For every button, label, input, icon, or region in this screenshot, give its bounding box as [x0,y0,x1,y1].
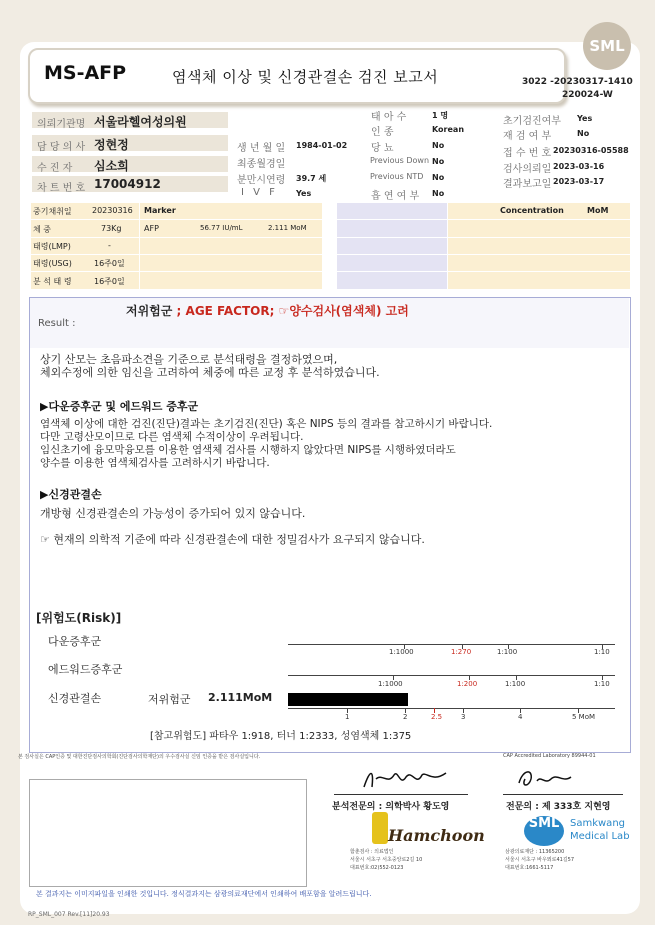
diabetes-label: 당 뇨 [371,143,394,154]
marker-name: AFP [144,224,159,233]
analyst-name: 분석전문의 : 의학박사 황도영 [332,802,450,812]
ga-analysis-label: 분 석 태 령 [33,277,72,286]
samkwang-logo-2: Medical Lab [570,831,630,842]
ivf-label: I V F [241,187,278,198]
risk-ntd-axis [288,708,615,709]
result-date-value: 2023-03-17 [553,177,605,186]
prev-down-value: No [432,157,445,166]
report-number-suffix: 220024-W [562,90,613,100]
dob-label: 생 년 월 일 [237,143,286,154]
cap-number: CAP Accredited Laboratory 89944-01 [503,753,596,759]
prev-ntd-value: No [432,173,445,182]
samkwang-logo-1: Samkwang [570,818,625,829]
result-text [126,302,409,319]
report-code: MS-AFP [44,62,127,84]
hamchoon-logo-mark [372,812,388,844]
paragraph-ntd-note: ☞ 현재의 의학적 기준에 따라 신경관결손에 대한 정밀검사가 요구되지 않습니다. [40,533,425,546]
collect-date-label: 중기채취일 [33,207,72,216]
fetus-label: 태 아 수 [371,112,407,123]
request-date-label: 검사의뢰일 [503,164,552,175]
risk-down-axis [288,644,615,645]
hamchoon-logo: Hamchoon [388,826,485,845]
hospital-name: 서울라헬여성의원 [94,115,187,129]
ntd-tick-5: 4 [518,713,523,721]
examinee-name: 심소희 [94,159,129,173]
report-title: 염색체 이상 및 신경관결손 검진 보고서 [172,68,439,86]
race-label: 인 종 [371,127,394,138]
result-risk: 저위험군 [126,304,173,318]
ga-usg-value: 16주0일 [94,259,125,268]
samkwang-logo-mark: SML [524,816,564,846]
down-tick-1: 1:1000 [389,648,414,656]
samkwang-address: 삼광의료재단 : 11365200 서울시 서초구 바우뫼로41길57 대표번호:1661-5117 [505,849,575,871]
weight-value: 73Kg [101,224,122,233]
doctor-name: 정현정 [94,138,129,152]
ntd-tick-3: 2.5 [431,713,443,721]
diabetes-value: No [432,141,445,150]
ntd-tick-6: 5 MoM [572,713,596,721]
age-value: 39.7 세 [296,174,327,183]
first-screen-value: Yes [577,114,593,123]
request-date-value: 2023-03-16 [553,162,605,171]
heading-down-edwards: ▶다운증후군 및 에드워드 증후군 [40,400,199,413]
examinee-label: 수 진 자 [37,163,73,174]
prev-ntd-label: Previous NTD [370,172,424,181]
edwards-tick-2: 1:200 [457,680,478,688]
down-tick-2: 1:270 [451,648,472,656]
report-number: 3022 -20230317-1410 [522,77,633,87]
risk-title: [위험도(Risk)] [36,611,122,625]
race-value: Korean [432,125,465,134]
result-date-label: 결과보고일 [503,179,552,190]
cap-note: 본 검사실은 CAP인증 및 대한진단검사의학회(진단검사의학재단)의 우수검사실 신임 인증을 받은 검사실입니다. [18,754,261,760]
mom-header: MoM [587,206,609,215]
weight-label: 체 중 [33,225,51,234]
concentration-header: Concentration [500,206,564,215]
result-label: Result : [38,318,76,329]
hospital-label: 의뢰기관명 [37,119,86,130]
lmp-label: 최종월경일 [237,159,286,170]
risk-down-label: 다운증후군 [48,635,102,648]
heading-ntd: ▶신경관결손 [40,488,102,501]
marker-value: 56.77 IU/mL [200,224,243,232]
risk-edwards-axis [288,675,615,676]
ntd-tick-4: 3 [461,713,466,721]
dob-value: 1984-01-02 [296,141,348,150]
print-notice: 본 결과지는 이미지파일을 인쇄한 것입니다. 정식결과지는 삼광의료재단에서 인쇄하여 배포함을 알려드립니다. [36,890,372,898]
edwards-tick-3: 1:100 [505,680,526,688]
edwards-tick-1: 1:1000 [378,680,403,688]
chart-number: 17004912 [94,177,161,191]
prev-down-label: Previous Down [370,156,430,165]
down-tick-3: 1:100 [497,648,518,656]
blank-box [29,779,307,887]
risk-ntd-category: 저위험군 [148,693,191,706]
smoking-value: No [432,189,445,198]
ivf-value: Yes [296,189,312,198]
ntd-tick-1: 1 [345,713,350,721]
ga-lmp-value: - [108,241,111,250]
form-id: RP_SML_007 Rev.[11]20.93 [28,911,110,918]
first-screen-label: 초기검진여부 [503,116,561,127]
marker-mom: 2.111 MoM [268,224,307,232]
ga-lmp-label: 태령(LMP) [33,242,71,251]
edwards-tick-4: 1:10 [594,680,610,688]
collect-date-value: 20230316 [92,206,133,215]
age-label: 분만시연령 [237,175,286,186]
retest-label: 재 검 여 부 [503,131,552,142]
paragraph-ntd: 개방형 신경관결손의 가능성이 증가되어 있지 않습니다. [40,507,306,520]
ga-usg-label: 태령(USG) [33,259,72,268]
doctor-label: 담 당 의 사 [37,142,86,153]
sml-logo: SML [583,22,631,70]
risk-ntd-mom: 2.111MoM [208,691,273,704]
ga-analysis-value: 16주0일 [94,277,125,286]
ntd-mom-bar [288,693,408,706]
down-tick-4: 1:10 [594,648,610,656]
analyst-signature [360,765,450,795]
receipt-label: 접 수 번 호 [503,148,552,159]
result-recommendation: ; AGE FACTOR; ☞양수검사(염색체) 고려 [172,304,409,318]
receipt-value: 20230316-05588 [553,146,629,155]
ntd-tick-2: 2 [403,713,408,721]
risk-edwards-label: 에드워드증후군 [48,663,123,676]
retest-value: No [577,129,590,138]
paragraph-analysis: 상기 산모는 초음파소견을 기준으로 분석태령을 결정하였으며, 체외수정에 의한 임신을 고려하여 체중에 따른 교정 후 분석하였습니다. [40,353,380,379]
specialist-signature [515,767,575,791]
marker-header: Marker [144,206,176,215]
risk-ntd-label: 신경관결손 [48,692,102,705]
hamchoon-address: 함춘검사 : 의료법인 서울시 서초구 서초중앙로2길 10 대표번호:02)552-0123 [350,849,423,871]
fetus-value: 1 명 [432,111,449,120]
reference-risk: [참고위험도] 파타우 1:918, 터너 1:2333, 성염색체 1:375 [150,731,412,742]
specialist-name: 전문의 : 제 333호 지현영 [506,802,611,812]
paragraph-down-edwards: 염색체 이상에 대한 검진(진단)결과는 초기검진(진단) 혹은 NIPS 등의 결과를 참고하시기 바랍니다. 다만 고령산모이므로 다른 염색체 수적이상이 우려됩니다. 임신초기에 융모막융모를 이용한 염색체 검사를 시행하지 않았다면 NIPS를 시행하였더라도 양수를 이용한 염색체검사를 고려하시기 바랍니다. [40,418,493,469]
chart-label: 차 트 번 호 [37,183,86,194]
smoking-label: 흡 연 여 부 [371,191,420,202]
